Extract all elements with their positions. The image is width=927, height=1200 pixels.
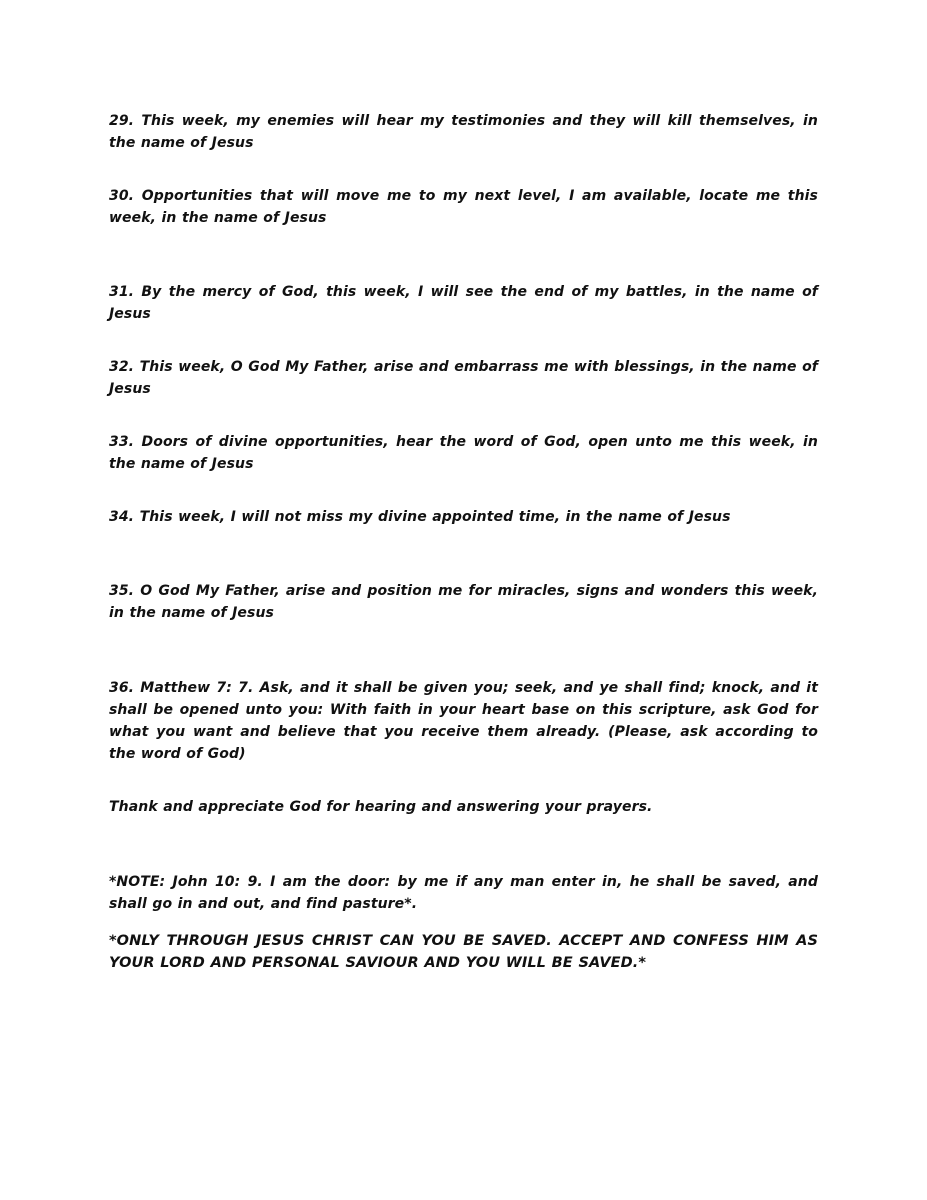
prayer-item-33: 33. Doors of divine opportunities, hear the word of God, open unto me this week, in the name of Jesus [109,434,818,472]
salvation-statement: *ONLY THROUGH JESUS CHRIST CAN YOU BE SAVED. ACCEPT AND CONFESS HIM AS YOUR LORD AND PERSONAL SAVIOUR AND YOU WILL BE SAVED.* [109,933,818,971]
prayer-item-32: 32. This week, O God My Father, arise and embarrass me with blessings, in the name of Jesus [109,359,818,397]
prayer-item-29: 29. This week, my enemies will hear my testimonies and they will kill themselves, in the name of Jesus [109,113,818,151]
prayer-item-30: 30. Opportunities that will move me to my next level, I am available, locate me this week, in the name of Jesus [109,188,818,226]
note-paragraph: *NOTE: John 10: 9. I am the door: by me if any man enter in, he shall be saved, and shall go in and out, and find pasture*. [109,874,818,912]
closing-line: Thank and appreciate God for hearing and answering your prayers. [109,799,653,815]
prayer-item-36: 36. Matthew 7: 7. Ask, and it shall be given you; seek, and ye shall find; knock, and it shall be opened unto you: With faith in your heart base on this scripture, ask God for what you want and believe that you receive them already. (Please, ask according to the word of God) [109,680,818,762]
prayer-item-35: 35. O God My Father, arise and position me for miracles, signs and wonders this week, in the name of Jesus [109,583,818,621]
prayer-item-31: 31. By the mercy of God, this week, I will see the end of my battles, in the name of Jesus [109,284,818,322]
prayer-item-34: 34. This week, I will not miss my divine appointed time, in the name of Jesus [109,509,731,525]
